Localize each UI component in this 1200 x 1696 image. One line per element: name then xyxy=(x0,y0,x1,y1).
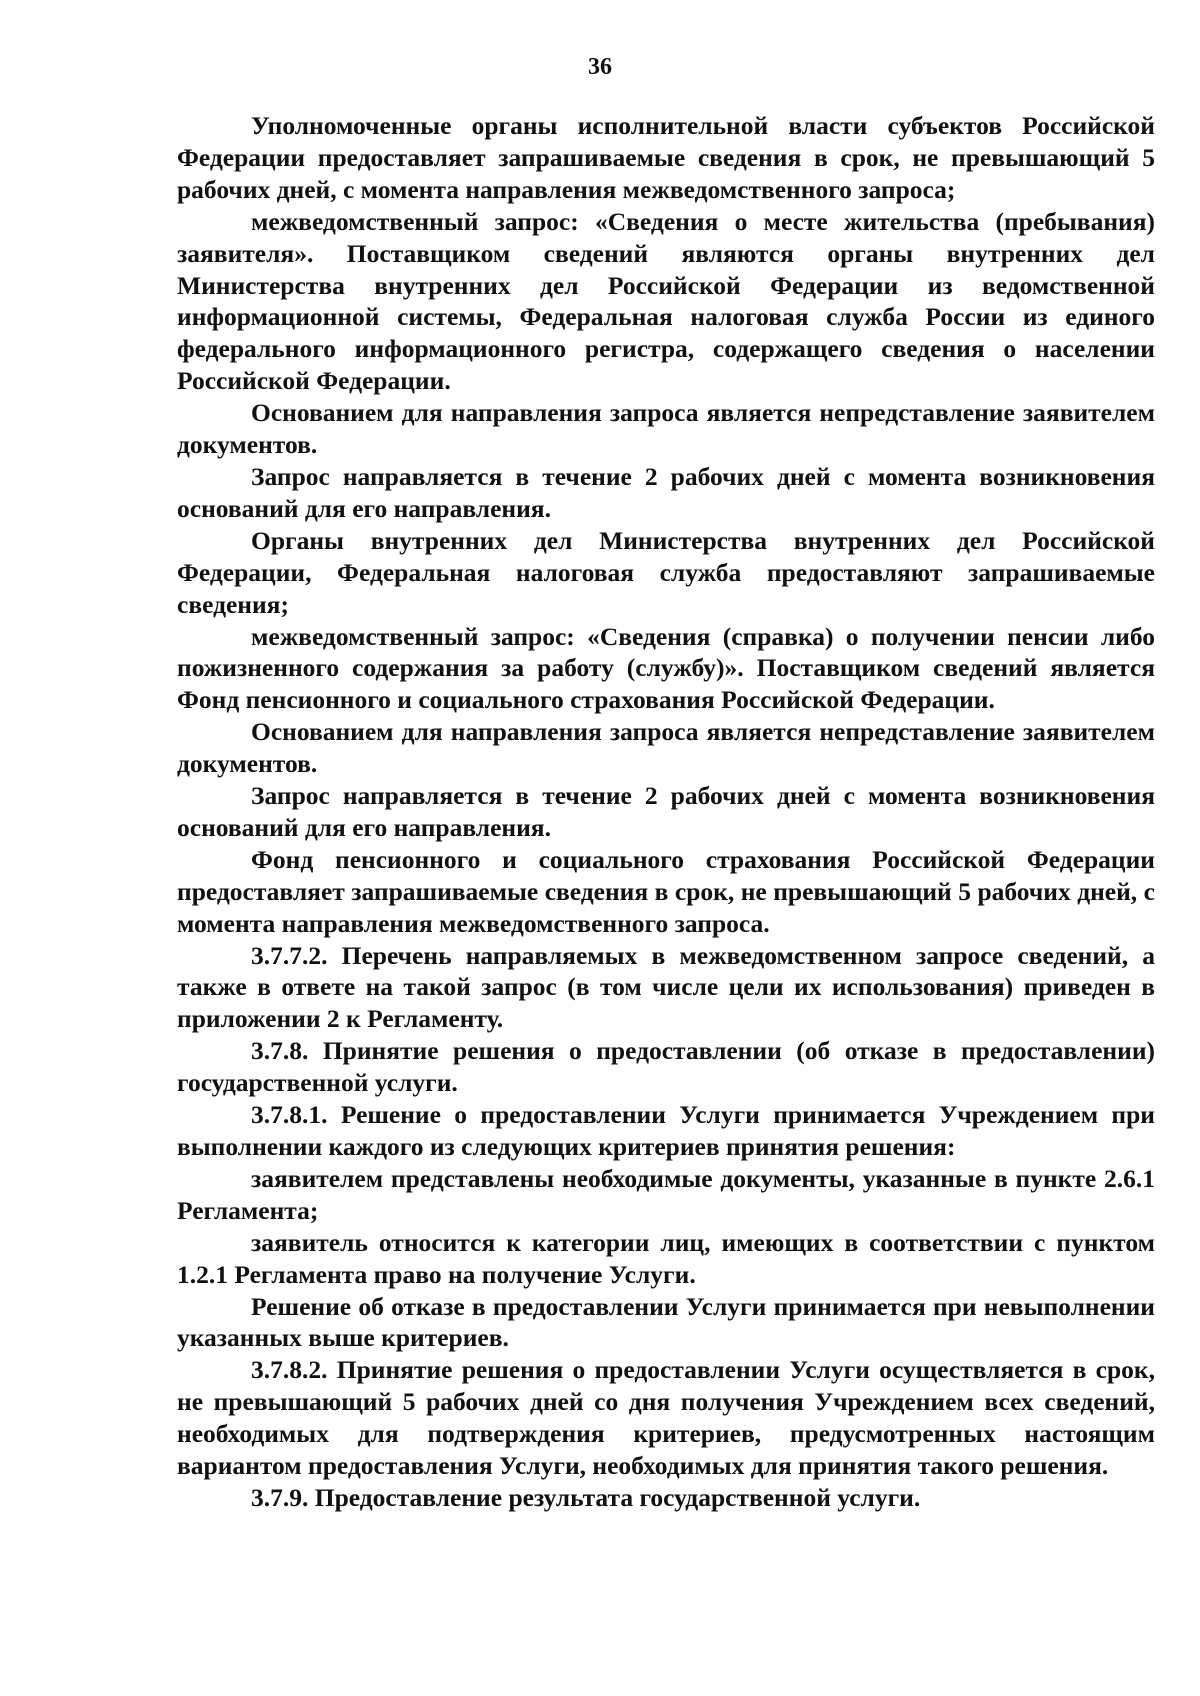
criteria-item: заявителем представлены необходимые документы, указанные в пункте 2.6.1 Регламента; xyxy=(177,1163,1155,1225)
paragraph: Уполномоченные органы исполнительной власти субъектов Российской Федерации предоставляет запрашиваемые сведения в срок, не превышающий 5 рабочих дней, с момента направления межведомственного запроса; xyxy=(177,111,1155,204)
paragraph: 3.7.8.2. Принятие решения о предоставлении Услуги осуществляется в срок, не превышающий 5 рабочих дней со дня получения Учреждением всех сведений, необходимых для подтверждения критериев, предусмотренных настоящим вариантом предоставления Услуги, необходимых для принятия такого решения. xyxy=(177,1355,1155,1481)
body-text xyxy=(177,110,1155,1514)
paragraph: 3.7.8.1. Решение о предоставлении Услуги принимается Учреждением при выполнении каждого из следующих критериев принятия решения: xyxy=(177,1100,1155,1161)
paragraph: Запрос направляется в течение 2 рабочих дней с момента возникновения оснований для его направления. xyxy=(177,461,1155,523)
paragraph: Основанием для направления запроса является непредставление заявителем документов. xyxy=(177,717,1155,779)
criteria-item: заявитель относится к категории лиц, имеющих в соответствии с пунктом 1.2.1 Регламента право на получение Услуги. xyxy=(177,1227,1155,1289)
paragraph: 3.7.7.2. Перечень направляемых в межведомственном запросе сведений, а также в ответе на такой запрос (в том числе цели их использования) приведен в приложении 2 к Регламенту. xyxy=(177,940,1155,1034)
paragraph: Фонд пенсионного и социального страхования Российской Федерации предоставляет запрашиваемые сведения в срок, не превышающий 5 рабочих дней, с момента направления межведомственного запроса. xyxy=(177,844,1155,938)
paragraph: Запрос направляется в течение 2 рабочих дней с момента возникновения оснований для его направления. xyxy=(177,781,1155,842)
section-heading: 3.7.8. Принятие решения о предоставлении (об отказе в предоставлении) государственной услуги. xyxy=(177,1036,1155,1098)
section-heading: 3.7.9. Предоставление результата государственной услуги. xyxy=(251,1482,921,1512)
paragraph: Органы внутренних дел Министерства внутренних дел Российской Федерации, Федеральная налоговая служба предоставляют запрашиваемые сведения; xyxy=(177,525,1155,619)
page-number: 36 xyxy=(588,54,612,80)
paragraph: межведомственный запрос: «Сведения (справка) о получении пенсии либо пожизненного содержания за работу (службу)». Поставщиком сведений является Фонд пенсионного и социального страхования Российской Федерации. xyxy=(177,621,1155,715)
paragraph: Основанием для направления запроса является непредставление заявителем документов. xyxy=(177,398,1155,460)
paragraph: Решение об отказе в предоставлении Услуги принимается при невыполнении указанных выше критериев. xyxy=(177,1291,1155,1353)
paragraph: межведомственный запрос: «Сведения о месте жительства (пребывания) заявителя». Поставщиком сведений являются органы внутренних дел Министерства внутренних дел Российской Федерации из ведомственной информационной системы, Федеральная налоговая служба России из единого федерального информационного регистра, содержащего сведения о населении Российской Федерации. xyxy=(177,206,1155,396)
